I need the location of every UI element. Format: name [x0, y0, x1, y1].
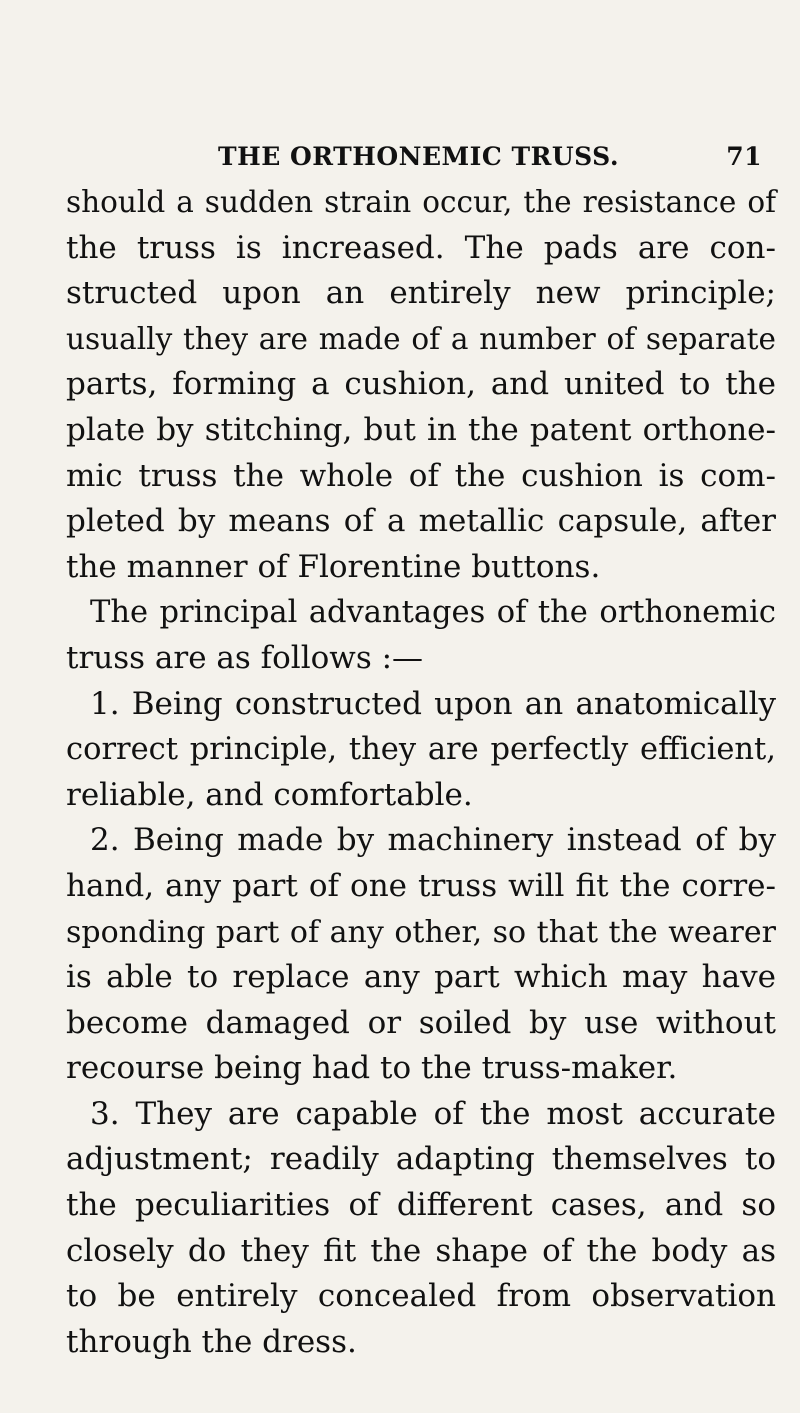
text-line: recourse being had to the truss-maker. — [66, 1050, 678, 1087]
text-line: pleted by means of a metallic capsule, after — [66, 503, 776, 540]
text-line: the truss is increased. The pads are con- — [66, 229, 776, 266]
body-text — [66, 180, 776, 1365]
text-line: the peculiarities of different cases, and so — [66, 1187, 776, 1224]
text-line: 3. They are capable of the most accurate — [90, 1095, 776, 1132]
text-line: sponding part of any other, so that the wearer — [66, 914, 776, 950]
text-line: correct principle, they are perfectly efficient, — [66, 732, 776, 768]
text-line: hand, any part of one truss will fit the corre- — [66, 867, 776, 904]
text-line: The principal advantages of the orthonemic — [90, 595, 776, 631]
text-line: the manner of Florentine buttons. — [66, 548, 601, 585]
text-line: is able to replace any part which may have — [66, 959, 776, 996]
text-line: 2. Being made by machinery instead of by — [90, 822, 776, 859]
text-line: usually they are made of a number of separate — [66, 321, 776, 356]
text-line: structed upon an entirely new principle; — [66, 275, 776, 312]
running-title: THE ORTHONEMIC TRUSS. — [218, 142, 620, 171]
text-line: truss are as follows :— — [66, 639, 424, 676]
page-number: 71 — [726, 142, 762, 171]
text-line: reliable, and comfortable. — [66, 776, 473, 813]
text-line: to be entirely concealed from observation — [66, 1278, 776, 1315]
text-line: through the dress. — [66, 1323, 357, 1360]
running-head — [68, 142, 768, 174]
text-line: become damaged or soiled by use without — [66, 1004, 776, 1041]
text-line: mic truss the whole of the cushion is com- — [66, 457, 776, 494]
text-line: 1. Being constructed upon an anatomically — [90, 685, 776, 722]
text-line: closely do they fit the shape of the body as — [66, 1232, 776, 1269]
text-line: plate by stitching, but in the patent orthone- — [66, 411, 776, 448]
text-line: adjustment; readily adapting themselves to — [66, 1141, 776, 1178]
text-line: should a sudden strain occur, the resistance of — [66, 185, 776, 219]
text-line: parts, forming a cushion, and united to the — [66, 366, 776, 403]
